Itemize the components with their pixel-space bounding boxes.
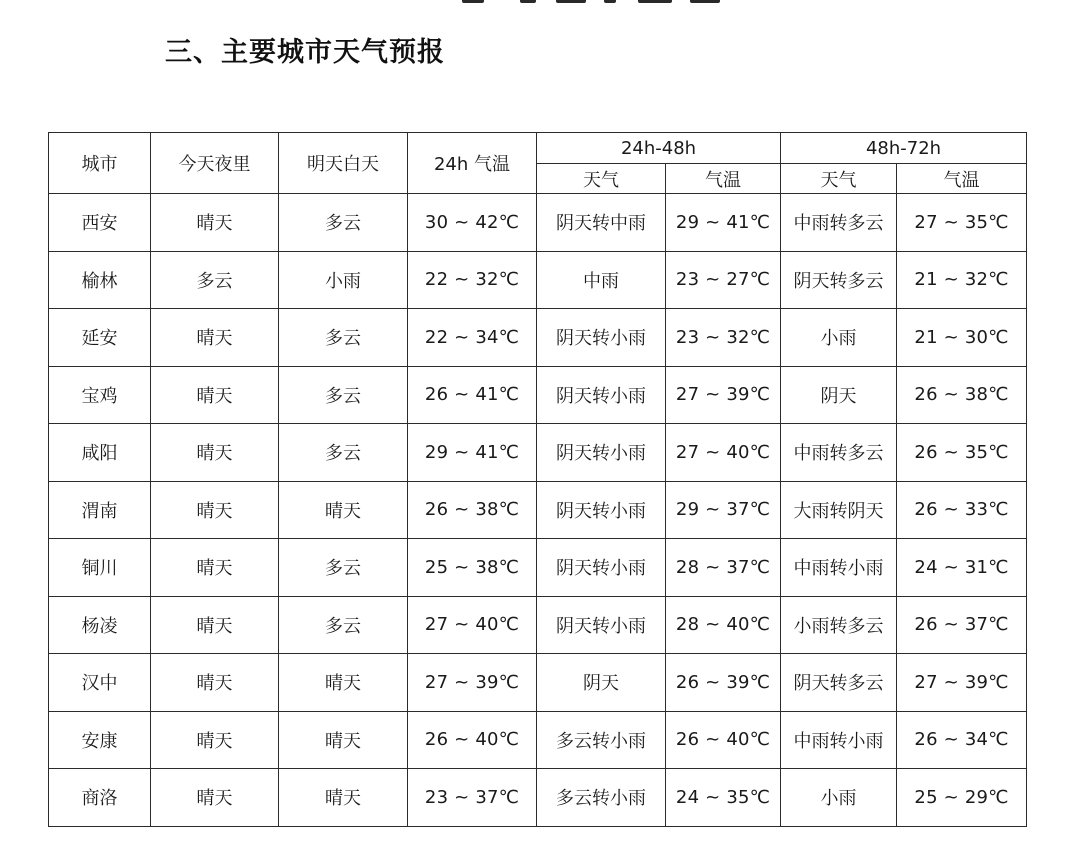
cell-temp-48-72h: 25 ~ 29℃ [897, 769, 1027, 827]
cell-tonight-weather: 晴天 [151, 481, 279, 539]
cell-tonight-weather: 晴天 [151, 309, 279, 367]
cell-weather-48-72h: 小雨转多云 [781, 596, 897, 654]
cell-tonight-weather: 晴天 [151, 366, 279, 424]
cell-temp-48-72h: 26 ~ 33℃ [897, 481, 1027, 539]
table-row [49, 769, 1027, 827]
cell-city: 杨凌 [49, 596, 151, 654]
cell-temp-48-72h: 26 ~ 38℃ [897, 366, 1027, 424]
cropped-previous-line [0, 0, 1080, 8]
weather-forecast-table [48, 132, 1027, 827]
cell-tomorrow-day-weather: 晴天 [279, 711, 408, 769]
header-tonight: 今天夜里 [151, 133, 279, 194]
header-group-48-72h: 48h-72h [781, 133, 1027, 164]
cell-temp-24-48h: 26 ~ 39℃ [666, 654, 781, 712]
cell-temp-24-48h: 29 ~ 37℃ [666, 481, 781, 539]
cell-weather-24-48h: 阴天转小雨 [537, 366, 666, 424]
cell-temp-48-72h: 26 ~ 37℃ [897, 596, 1027, 654]
cell-weather-24-48h: 阴天转小雨 [537, 481, 666, 539]
cell-tomorrow-day-weather: 多云 [279, 194, 408, 252]
cell-temp-48-72h: 21 ~ 32℃ [897, 251, 1027, 309]
cell-weather-24-48h: 阴天 [537, 654, 666, 712]
cell-weather-24-48h: 阴天转小雨 [537, 596, 666, 654]
cell-temp-24-48h: 24 ~ 35℃ [666, 769, 781, 827]
cell-weather-24-48h: 阴天转小雨 [537, 539, 666, 597]
cell-temp-24h: 29 ~ 41℃ [408, 424, 537, 482]
section-title: 三、主要城市天气预报 [165, 37, 445, 68]
header-row-primary [49, 133, 1027, 164]
table-row [49, 424, 1027, 482]
cell-tonight-weather: 晴天 [151, 539, 279, 597]
cell-temp-24h: 25 ~ 38℃ [408, 539, 537, 597]
cell-weather-48-72h: 大雨转阴天 [781, 481, 897, 539]
cell-temp-48-72h: 26 ~ 34℃ [897, 711, 1027, 769]
cell-tomorrow-day-weather: 小雨 [279, 251, 408, 309]
cell-tonight-weather: 晴天 [151, 424, 279, 482]
cell-temp-24-48h: 28 ~ 40℃ [666, 596, 781, 654]
cell-weather-24-48h: 多云转小雨 [537, 711, 666, 769]
cell-city: 延安 [49, 309, 151, 367]
cell-city: 商洛 [49, 769, 151, 827]
cell-city: 宝鸡 [49, 366, 151, 424]
cell-tomorrow-day-weather: 多云 [279, 424, 408, 482]
cell-city: 铜川 [49, 539, 151, 597]
header-weather-24-48h: 天气 [537, 164, 666, 194]
cell-tomorrow-day-weather: 晴天 [279, 481, 408, 539]
cell-city: 渭南 [49, 481, 151, 539]
cell-weather-48-72h: 中雨转小雨 [781, 711, 897, 769]
cell-temp-24h: 22 ~ 32℃ [408, 251, 537, 309]
cell-tonight-weather: 晴天 [151, 194, 279, 252]
cell-tomorrow-day-weather: 多云 [279, 539, 408, 597]
cell-tonight-weather: 多云 [151, 251, 279, 309]
table-row [49, 539, 1027, 597]
cell-city: 榆林 [49, 251, 151, 309]
cell-weather-24-48h: 中雨 [537, 251, 666, 309]
cell-temp-24h: 26 ~ 40℃ [408, 711, 537, 769]
header-weather-48-72h: 天气 [781, 164, 897, 194]
cell-temp-48-72h: 21 ~ 30℃ [897, 309, 1027, 367]
cell-weather-24-48h: 阴天转小雨 [537, 309, 666, 367]
table-row [49, 194, 1027, 252]
header-group-24-48h: 24h-48h [537, 133, 781, 164]
cell-weather-24-48h: 阴天转中雨 [537, 194, 666, 252]
cell-weather-24-48h: 多云转小雨 [537, 769, 666, 827]
cell-temp-24h: 23 ~ 37℃ [408, 769, 537, 827]
cell-tonight-weather: 晴天 [151, 711, 279, 769]
cell-temp-24-48h: 28 ~ 37℃ [666, 539, 781, 597]
cell-weather-48-72h: 阴天 [781, 366, 897, 424]
cell-weather-48-72h: 中雨转多云 [781, 424, 897, 482]
cell-temp-24h: 22 ~ 34℃ [408, 309, 537, 367]
cell-tomorrow-day-weather: 晴天 [279, 654, 408, 712]
cell-temp-48-72h: 27 ~ 35℃ [897, 194, 1027, 252]
table-row [49, 481, 1027, 539]
cell-tomorrow-day-weather: 多云 [279, 596, 408, 654]
cell-temp-24-48h: 29 ~ 41℃ [666, 194, 781, 252]
table-row [49, 366, 1027, 424]
table-row [49, 251, 1027, 309]
table-row [49, 711, 1027, 769]
cell-temp-24h: 26 ~ 38℃ [408, 481, 537, 539]
forecast-table-body [49, 194, 1027, 827]
cell-weather-48-72h: 中雨转小雨 [781, 539, 897, 597]
header-temperature-24-48h: 气温 [666, 164, 781, 194]
cell-weather-24-48h: 阴天转小雨 [537, 424, 666, 482]
cell-city: 咸阳 [49, 424, 151, 482]
cell-tonight-weather: 晴天 [151, 769, 279, 827]
cell-temp-24-48h: 23 ~ 27℃ [666, 251, 781, 309]
cell-temp-24h: 30 ~ 42℃ [408, 194, 537, 252]
cell-weather-48-72h: 中雨转多云 [781, 194, 897, 252]
cell-temp-24-48h: 26 ~ 40℃ [666, 711, 781, 769]
cell-temp-48-72h: 27 ~ 39℃ [897, 654, 1027, 712]
header-city: 城市 [49, 133, 151, 194]
cell-tomorrow-day-weather: 多云 [279, 366, 408, 424]
cell-weather-48-72h: 小雨 [781, 309, 897, 367]
cell-temp-24h: 26 ~ 41℃ [408, 366, 537, 424]
cell-temp-48-72h: 24 ~ 31℃ [897, 539, 1027, 597]
cell-weather-48-72h: 小雨 [781, 769, 897, 827]
cell-temp-24-48h: 23 ~ 32℃ [666, 309, 781, 367]
cell-tonight-weather: 晴天 [151, 654, 279, 712]
cell-city: 汉中 [49, 654, 151, 712]
cell-temp-24h: 27 ~ 40℃ [408, 596, 537, 654]
cell-tonight-weather: 晴天 [151, 596, 279, 654]
cell-city: 安康 [49, 711, 151, 769]
cell-weather-48-72h: 阴天转多云 [781, 251, 897, 309]
header-tomorrow-day: 明天白天 [279, 133, 408, 194]
cell-temp-24h: 27 ~ 39℃ [408, 654, 537, 712]
header-temp-24h: 24h 气温 [408, 133, 537, 194]
table-row [49, 596, 1027, 654]
cell-weather-48-72h: 阴天转多云 [781, 654, 897, 712]
cell-temp-24-48h: 27 ~ 40℃ [666, 424, 781, 482]
table-row [49, 654, 1027, 712]
cell-temp-24-48h: 27 ~ 39℃ [666, 366, 781, 424]
cell-tomorrow-day-weather: 晴天 [279, 769, 408, 827]
cell-temp-48-72h: 26 ~ 35℃ [897, 424, 1027, 482]
cell-city: 西安 [49, 194, 151, 252]
cell-tomorrow-day-weather: 多云 [279, 309, 408, 367]
header-temperature-48-72h: 气温 [897, 164, 1027, 194]
table-row [49, 309, 1027, 367]
